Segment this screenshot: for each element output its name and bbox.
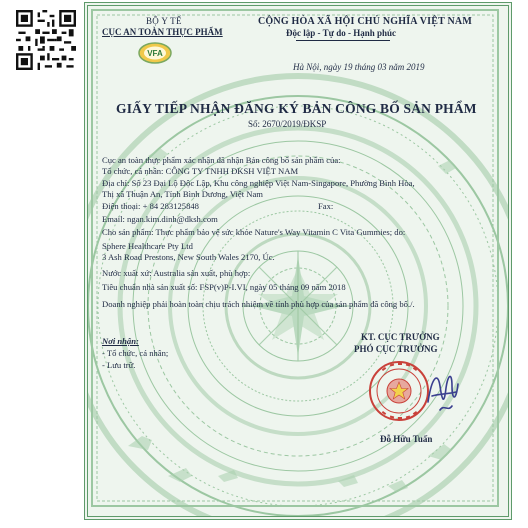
motto-underline xyxy=(296,40,390,41)
signature-title: KT. CỤC TRƯỞNG xyxy=(361,332,440,342)
signer-name: Đỗ Hữu Tuấn xyxy=(380,434,433,444)
body-line: Địa chỉ: Số 23 Đại Lộ Độc Lập, Khu công nghiệp Việt Nam-Singapore, Phường Bình Hòa, xyxy=(102,178,415,188)
body-line: Thị xã Thuận An, Tỉnh Bình Dương, Việt Nam xyxy=(102,189,263,199)
document-title: GIẤY TIẾP NHẬN ĐĂNG KÝ BẢN CÔNG BỐ SẢN PHẨM xyxy=(116,101,477,116)
body-line: 3 Ash Road Prestons, New South Wales 2170, Úc. xyxy=(102,252,275,262)
body-line: Tổ chức, cá nhân: CÔNG TY TNHH DKSH VIỆT NAM xyxy=(102,166,299,176)
body-line: Doanh nghiệp phải hoàn toàn chịu trách nhiệm về tính phù hợp của sản phẩm đã công bố./. xyxy=(102,299,415,309)
logo-text: VFA xyxy=(147,49,163,58)
national-motto: Độc lập - Tự do - Hạnh phúc xyxy=(286,28,397,38)
body-line: Cho sản phẩm: Thực phẩm bảo vệ sức khỏe Nature's Way Vitamin C Vita Gummies; do: xyxy=(102,227,406,237)
handwritten-signature-icon xyxy=(422,366,462,420)
signature-subtitle: PHÓ CỤC TRƯỞNG xyxy=(354,344,438,354)
official-seal-icon xyxy=(368,360,430,422)
recipient-item: - Lưu trữ. xyxy=(102,360,136,370)
certificate xyxy=(84,2,512,520)
body-line: Sphere Healthcare Pty Ltd xyxy=(102,241,193,251)
country-name: CỘNG HÒA XÃ HỘI CHỦ NGHĨA VIỆT NAM xyxy=(258,16,472,27)
vfa-logo-icon xyxy=(138,42,172,64)
document-number: Số: 2670/2019/ĐKSP xyxy=(248,119,327,129)
body-line: Điện thoại: + 84 283125848 xyxy=(102,201,199,211)
body-line: Cục an toàn thực phẩm xác nhận đã nhận Bản công bố sản phẩm của: xyxy=(102,155,341,165)
body-line: Tiêu chuẩn nhà sản xuất số: FSP(v)P-I.VI, ngày 05 tháng 09 năm 2018 xyxy=(102,282,346,292)
ministry-name: BỘ Y TẾ xyxy=(146,16,182,26)
date-line: Hà Nội, ngày 19 tháng 03 năm 2019 xyxy=(293,62,425,72)
department-name: CỤC AN TOÀN THỰC PHẨM xyxy=(102,27,223,37)
body-line: Nước xuất xứ: Australia sản xuất, phù hợp: xyxy=(102,268,251,278)
recipient-item: - Tổ chức, cá nhân; xyxy=(102,348,169,358)
fax-label: Fax: xyxy=(318,201,334,211)
recipients-heading: Nơi nhận: xyxy=(102,336,139,346)
body-line: Email: ngan.kim.dinh@dksh.com xyxy=(102,214,218,224)
qr-code-icon xyxy=(16,10,76,70)
